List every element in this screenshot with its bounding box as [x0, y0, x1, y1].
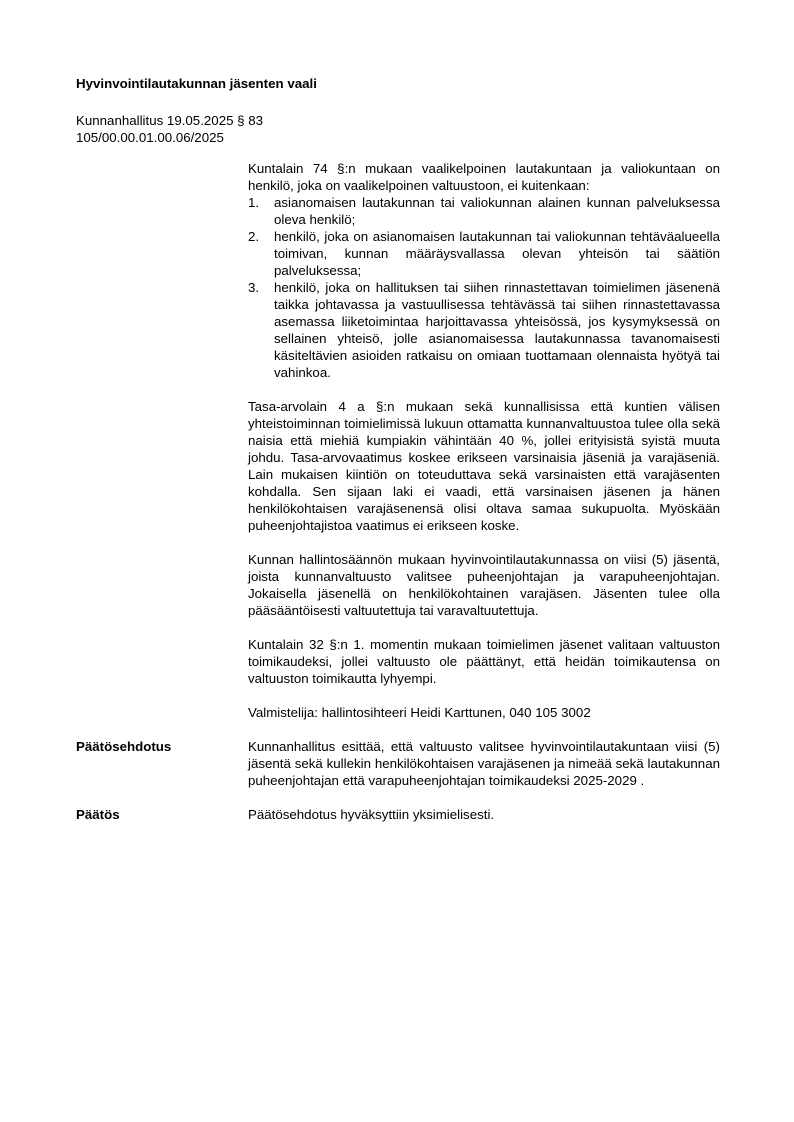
- document-content: [76, 75, 720, 840]
- list-item-number: 3.: [248, 280, 260, 295]
- list-item: [248, 228, 720, 279]
- meta-board-date-section: Kunnanhallitus 19.05.2025 § 83: [76, 113, 264, 128]
- decision-body: [248, 806, 720, 840]
- decision-label: Päätös: [76, 807, 120, 822]
- list-item-number: 1.: [248, 195, 260, 210]
- paragraph-term-of-office: Kuntalain 32 §:n 1. momentin mukaan toimielimen jäsenet valitaan valtuuston toimikaudeksi, jollei valtuusto ole päättänyt, että heidän toimikautensa on valtuuston toimikautta lyhyempi.: [248, 637, 720, 686]
- section-decision-proposal: [76, 738, 720, 806]
- paragraph-preparer: Valmistelija: hallintosihteeri Heidi Karttunen, 040 105 3002: [248, 705, 591, 720]
- eligibility-exception-list: [248, 194, 720, 381]
- document-title: Hyvinvointilautakunnan jäsenten vaali: [76, 76, 317, 91]
- list-item-text: henkilö, joka on asianomaisen lautakunnan tai valiokunnan tehtäväalueella toimivan, kunnan määräysvallassa olevan yhteisön tai säätiön palveluksessa;: [274, 229, 720, 278]
- decision-proposal-label: Päätösehdotus: [76, 739, 172, 754]
- list-item-text: henkilö, joka on hallituksen tai siihen rinnastettavan toimielimen jäsenenä taikka johtavassa ja vastuullisessa tehtävässä tai siihen rinnastettavassa asemassa liiketoimintaa harjoittavassa yhteisössä, jos kysymyksessä on sellainen yhteisö, jolle asianomaisessa lautakunnassa tavanomaisesti käsiteltävien asioiden ratkaisu on omiaan tuottamaan olennaista hyötyä tai vahinkoa.: [274, 280, 720, 380]
- section-decision: [76, 806, 720, 840]
- decision-proposal-body: [248, 738, 720, 806]
- decision-text: Päätösehdotus hyväksyttiin yksimielisesti.: [248, 807, 495, 822]
- list-item: [248, 194, 720, 228]
- document-meta: [76, 112, 720, 146]
- list-item-text: asianomaisen lautakunnan tai valiokunnan alainen kunnan palveluksessa oleva henkilö;: [274, 195, 720, 227]
- decision-proposal-text: Kunnanhallitus esittää, että valtuusto valitsee hyvinvointilautakuntaan viisi (5) jäsentä sekä kullekin henkilökohtaisen varajäsenen ja nimeää sekä lautakunnan puheenjohtajan että varapuheenjohtajan toimikaudeksi 2025-2029 .: [248, 739, 720, 788]
- meta-case-number: 105/00.00.01.00.06/2025: [76, 130, 224, 145]
- list-item-number: 2.: [248, 229, 260, 244]
- paragraph-eligibility-intro: Kuntalain 74 §:n mukaan vaalikelpoinen lautakuntaan ja valiokuntaan on henkilö, joka on vaalikelpoinen valtuustoon, ei kuitenkaan:: [248, 161, 720, 193]
- document-body: [248, 160, 720, 721]
- list-item: [248, 279, 720, 381]
- paragraph-equality-act: Tasa-arvolain 4 a §:n mukaan sekä kunnallisissa että kuntien välisen yhteistoiminnan toimielimissä lukuun ottamatta kunnanvaltuustoa tulee olla sekä naisia että miehiä kumpiakin vähintään 40 %, jollei erityisistä syistä muuta johdu. Tasa-arvovaatimus koskee erikseen varsinaisia jäseniä ja varajäseniä. Lain mukaisen kiintiön on toteuduttava sekä varsinaisten että varajäsenten kohdalla. Sen sijaan laki ei vaadi, että varsinaisen jäsenen ja hänen henkilökohtaisen varajäsenensä olisi oltava samaa sukupuolta. Myöskään puheenjohtajistoa vaatimus ei erikseen koske.: [248, 399, 720, 533]
- paragraph-admin-rule: Kunnan hallintosäännön mukaan hyvinvointilautakunnassa on viisi (5) jäsentä, joista kunnanvaltuusto valitsee puheenjohtajan ja varapuheenjohtajan. Jokaisella jäsenellä on henkilökohtainen varajäsen. Jäsenten tulee olla pääsääntöisesti valtuutettuja tai varavaltuutettuja.: [248, 552, 720, 618]
